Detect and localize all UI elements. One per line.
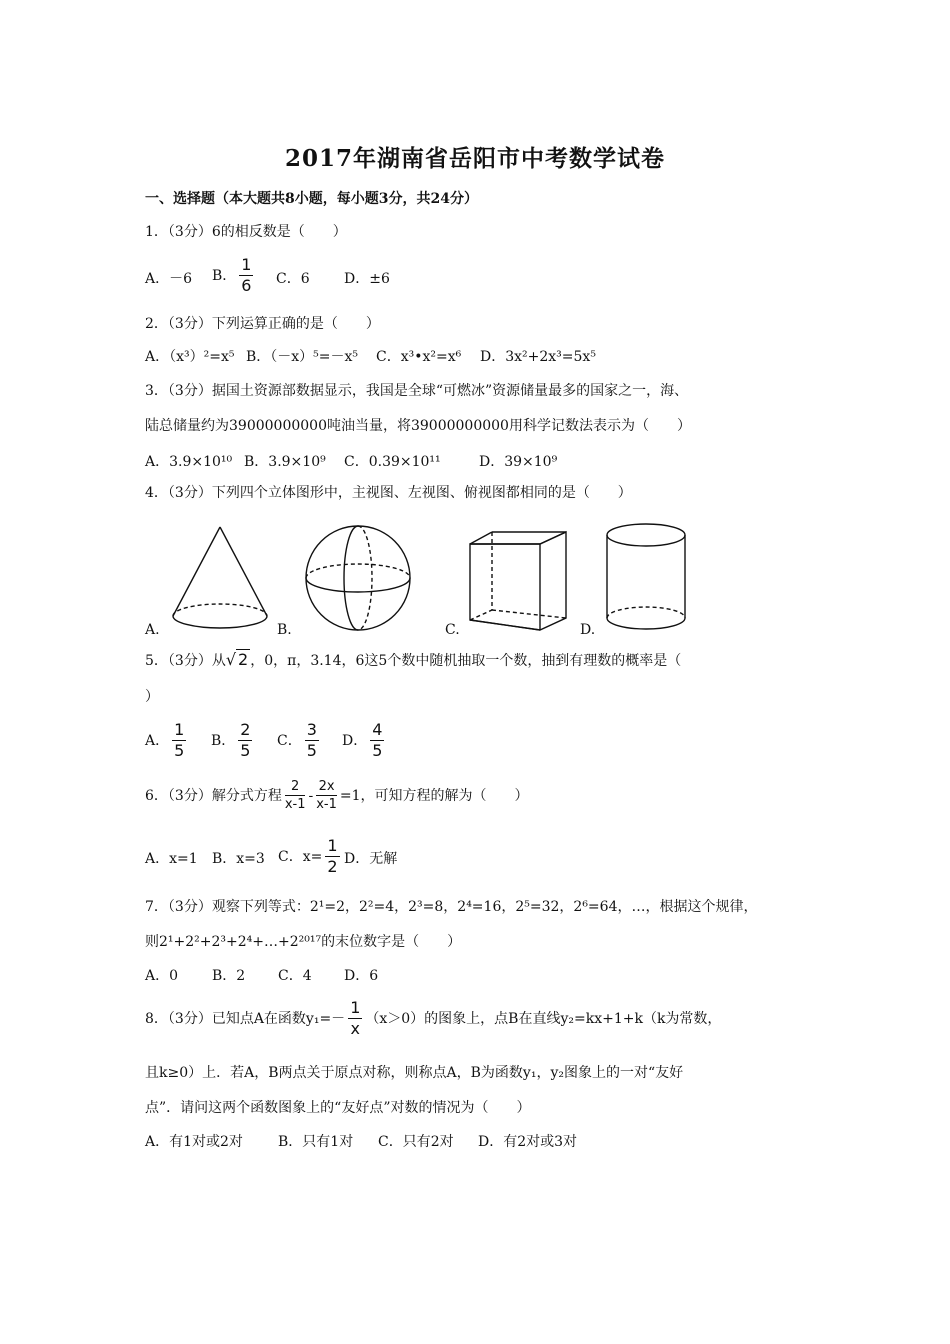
q8-option-d: D．有2对或3对 <box>478 1134 578 1150</box>
q1-option-c: C．6 <box>276 271 310 287</box>
q6-option-d: D．无解 <box>344 851 398 867</box>
question-8-stem-line2: 且k≥0）上．若A，B两点关于原点对称，则称点A，B为函数y₁，y₂图象上的一对“友好 <box>145 1065 684 1081</box>
cylinder-figure <box>600 520 692 636</box>
question-7-stem-line1: 7．（3分）观察下列等式：2¹=2，2²=4，2³=8，2⁴=16，2⁵=32，2⁶=64，…，根据这个规律， <box>145 899 758 915</box>
question-5-stem-line2: ） <box>145 689 159 705</box>
question-4-stem: 4．（3分）下列四个立体图形中，主视图、左视图、俯视图都相同的是（ ） <box>145 485 632 501</box>
q2-option-a: A．（x³）²=x⁵ <box>145 349 235 365</box>
q6-option-a: A．x=1 <box>145 851 198 867</box>
sqrt-symbol: √ 2 <box>225 650 249 669</box>
question-8-stem-line1: 8．（3分）已知点A在函数y₁=－ $\frac{1}{x}$ （x＞0）的图象上，点B在直线y₂=kx+1+k（k为常数， <box>145 998 722 1038</box>
q4-option-b: B. <box>277 622 292 638</box>
question-7-stem-line2: 则2¹+2²+2³+2⁴+…+2²⁰¹⁷的末位数字是（ ） <box>145 934 462 950</box>
prism-figure <box>462 530 570 632</box>
question-2-stem: 2．（3分）下列运算正确的是（ ） <box>145 316 380 332</box>
q5-option-b: B． $\frac{2}{5}$ <box>211 720 251 760</box>
q7-option-d: D．6 <box>344 968 379 984</box>
question-6-stem: 6．（3分）解分式方程 $\frac{2}{x-1}$ - $\frac{2x}{x-1}$ =1，可知方程的解为（ ） <box>145 779 529 812</box>
question-5-stem: 5．（3分）从√ 2 ，0，π，3.14，6这5个数中随机抽取一个数，抽到有理数的概率是（ <box>145 650 682 669</box>
sphere-figure <box>302 522 414 634</box>
q5-option-d: D． $\frac{4}{5}$ <box>342 720 383 760</box>
q1-option-d: D．±6 <box>344 271 390 287</box>
q5-option-c: C． $\frac{3}{5}$ <box>277 720 317 760</box>
question-3-stem-line2: 陆总储量约为39000000000吨油当量，将39000000000用科学记数法表示为（ ） <box>145 418 691 434</box>
q8-option-a: A．有1对或2对 <box>145 1134 243 1150</box>
question-1-stem: 1．（3分）6的相反数是（ ） <box>145 224 347 240</box>
fraction: $\frac{1}{6}$ <box>241 255 252 295</box>
q2-option-d: D．3x²+2x³=5x⁵ <box>480 349 596 365</box>
q8-option-b: B．只有1对 <box>278 1134 354 1150</box>
q2-option-b: B．（－x）⁵=－x⁵ <box>246 349 359 365</box>
q7-option-b: B．2 <box>212 968 246 984</box>
q3-option-d: D．39×10⁹ <box>479 454 558 470</box>
q7-option-a: A．0 <box>145 968 179 984</box>
q4-option-c: C. <box>445 622 460 638</box>
page-title: 2017年湖南省岳阳市中考数学试卷 <box>284 145 665 172</box>
q7-option-c: C．4 <box>278 968 312 984</box>
q1-option-a: A．－6 <box>145 271 193 287</box>
cone-figure <box>165 520 275 635</box>
q3-option-c: C．0.39×10¹¹ <box>344 454 441 470</box>
section-heading: 一、选择题（本大题共8小题，每小题3分，共24分） <box>145 191 478 207</box>
q5-option-a: A． $\frac{1}{5}$ <box>145 720 185 760</box>
question-3-stem-line1: 3．（3分）据国土资源部数据显示，我国是全球“可燃冰”资源储量最多的国家之一，海、 <box>145 383 689 399</box>
q8-option-c: C．只有2对 <box>378 1134 454 1150</box>
q4-option-a: A. <box>145 622 160 638</box>
question-8-stem-line3: 点”．请问这两个函数图象上的“友好点”对数的情况为（ ） <box>145 1100 531 1116</box>
q3-option-b: B．3.9×10⁹ <box>244 454 326 470</box>
q1-option-b: B． $\frac{1}{6}$ <box>212 255 252 295</box>
q3-option-a: A．3.9×10¹⁰ <box>145 454 233 470</box>
q6-option-b: B．x=3 <box>212 851 265 867</box>
q2-option-c: C．x³•x²=x⁶ <box>376 349 462 365</box>
q6-option-c: C．x= $\frac{1}{2}$ <box>278 836 338 876</box>
q4-option-d: D. <box>580 622 596 638</box>
